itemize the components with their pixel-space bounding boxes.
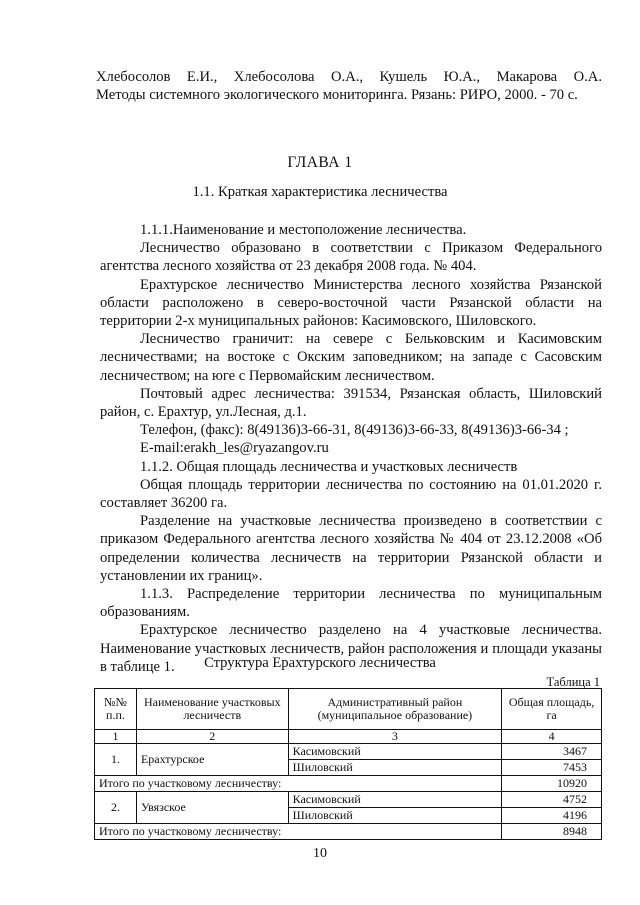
section-heading: 1.1. Краткая характеристика лесничества: [192, 184, 448, 200]
area-cell: 4196: [502, 808, 602, 824]
bibliographic-reference: [96, 68, 602, 104]
area-cell: 4752: [502, 792, 602, 808]
total-label: Итого по участковому лесничеству:: [95, 824, 502, 840]
header-cell: Общая площадь, га: [502, 689, 602, 730]
column-number: 4: [502, 730, 602, 744]
table-total-row: [95, 824, 602, 840]
total-label: Итого по участковому лесничеству:: [95, 776, 502, 792]
paragraph: E-mail:erakh_les@ryazangov.ru: [140, 440, 329, 457]
column-number: 1: [95, 730, 137, 744]
paragraph: Почтовый адрес лесничества: 391534, Рязанская область, Шиловский район, с. Ерахтур, ул.Лесная, д.1.: [100, 385, 602, 421]
header-cell: Административный район (муниципальное образование): [288, 689, 502, 730]
table-total-row: [95, 776, 602, 792]
table-row: [95, 744, 602, 760]
paragraph: 1.1.3. Распределение территории лесничества по муниципальным образованиям.: [100, 586, 602, 621]
header-cell: Наименование участковых лесничеств: [136, 689, 288, 730]
row-number: 2.: [95, 792, 137, 824]
forestry-name: Увязское: [136, 792, 288, 824]
column-number: 3: [288, 730, 502, 744]
paragraph: Лесничество образовано в соответствии с Приказом Федерального агентства лесного хозяйства от 23 декабря 2008 года. № 404.: [100, 240, 602, 275]
column-number-row: [95, 730, 602, 744]
chapter-heading: ГЛАВА 1: [287, 154, 353, 171]
district-cell: Шиловский: [288, 808, 502, 824]
paragraph: Ерахтурское лесничество Министерства лесного хозяйства Рязанской области расположено в северо-восточной части Рязанской области на территории 2-х муниципальных районов: Касимовского, Шиловского.: [100, 276, 602, 330]
table-header-row: [95, 689, 602, 730]
body-text: [100, 221, 602, 676]
paragraph: Ерахтурское лесничество разделено на 4 участковые лесничества. Наименование участковых лесничеств, район расположения и площади указаны в таблице 1.: [100, 622, 602, 675]
table-row: [95, 792, 602, 808]
district-cell: Касимовский: [288, 792, 502, 808]
reference-authors: Хлебосолов Е.И., Хлебосолова О.А., Кушель Ю.А., Макарова О.А.: [96, 69, 602, 85]
paragraph: 1.1.2. Общая площадь лесничества и участковых лесничеств: [140, 458, 518, 475]
forestry-name: Ерахтурское: [136, 744, 288, 776]
paragraph: 1.1.1.Наименование и местоположение лесничества.: [140, 222, 467, 238]
reference-title: Методы системного экологического мониторинга. Рязань: РИРО, 2000. - 70 с.: [96, 87, 578, 103]
table-label: Таблица 1: [546, 675, 600, 689]
paragraph: Разделение на участковые лесничества произведено в соответствии с приказом Федерального агентства лесного хозяйства № 404 от 23.12.2008 «Об определении количества лесничеств на территории Рязанской области и установлении их границ».: [100, 513, 602, 584]
paragraph: Общая площадь территории лесничества по состоянию на 01.01.2020 г. составляет 36200 га.: [100, 476, 602, 512]
row-number: 1.: [95, 744, 137, 776]
total-value: 8948: [502, 824, 602, 840]
forestry-structure-table: [94, 688, 602, 840]
area-cell: 3467: [502, 744, 602, 760]
district-cell: Шиловский: [288, 760, 502, 776]
paragraph: Телефон, (факс): 8(49136)3-66-31, 8(49136)3-66-33, 8(49136)3-66-34 ;: [140, 422, 569, 439]
paragraph: Лесничество граничит: на севере с Бельковским и Касимовским лесничествами; на востоке с Окским заповедником; на западе с Сасовским лесничеством; на юге с Первомайским лесничеством.: [100, 331, 602, 384]
table-caption: Структура Ерахтурского лесничества: [204, 655, 436, 671]
total-value: 10920: [502, 776, 602, 792]
page-number: 10: [313, 846, 327, 861]
header-cell: №№ п.п.: [95, 689, 137, 730]
area-cell: 7453: [502, 760, 602, 776]
district-cell: Касимовский: [288, 744, 502, 760]
column-number: 2: [136, 730, 288, 744]
